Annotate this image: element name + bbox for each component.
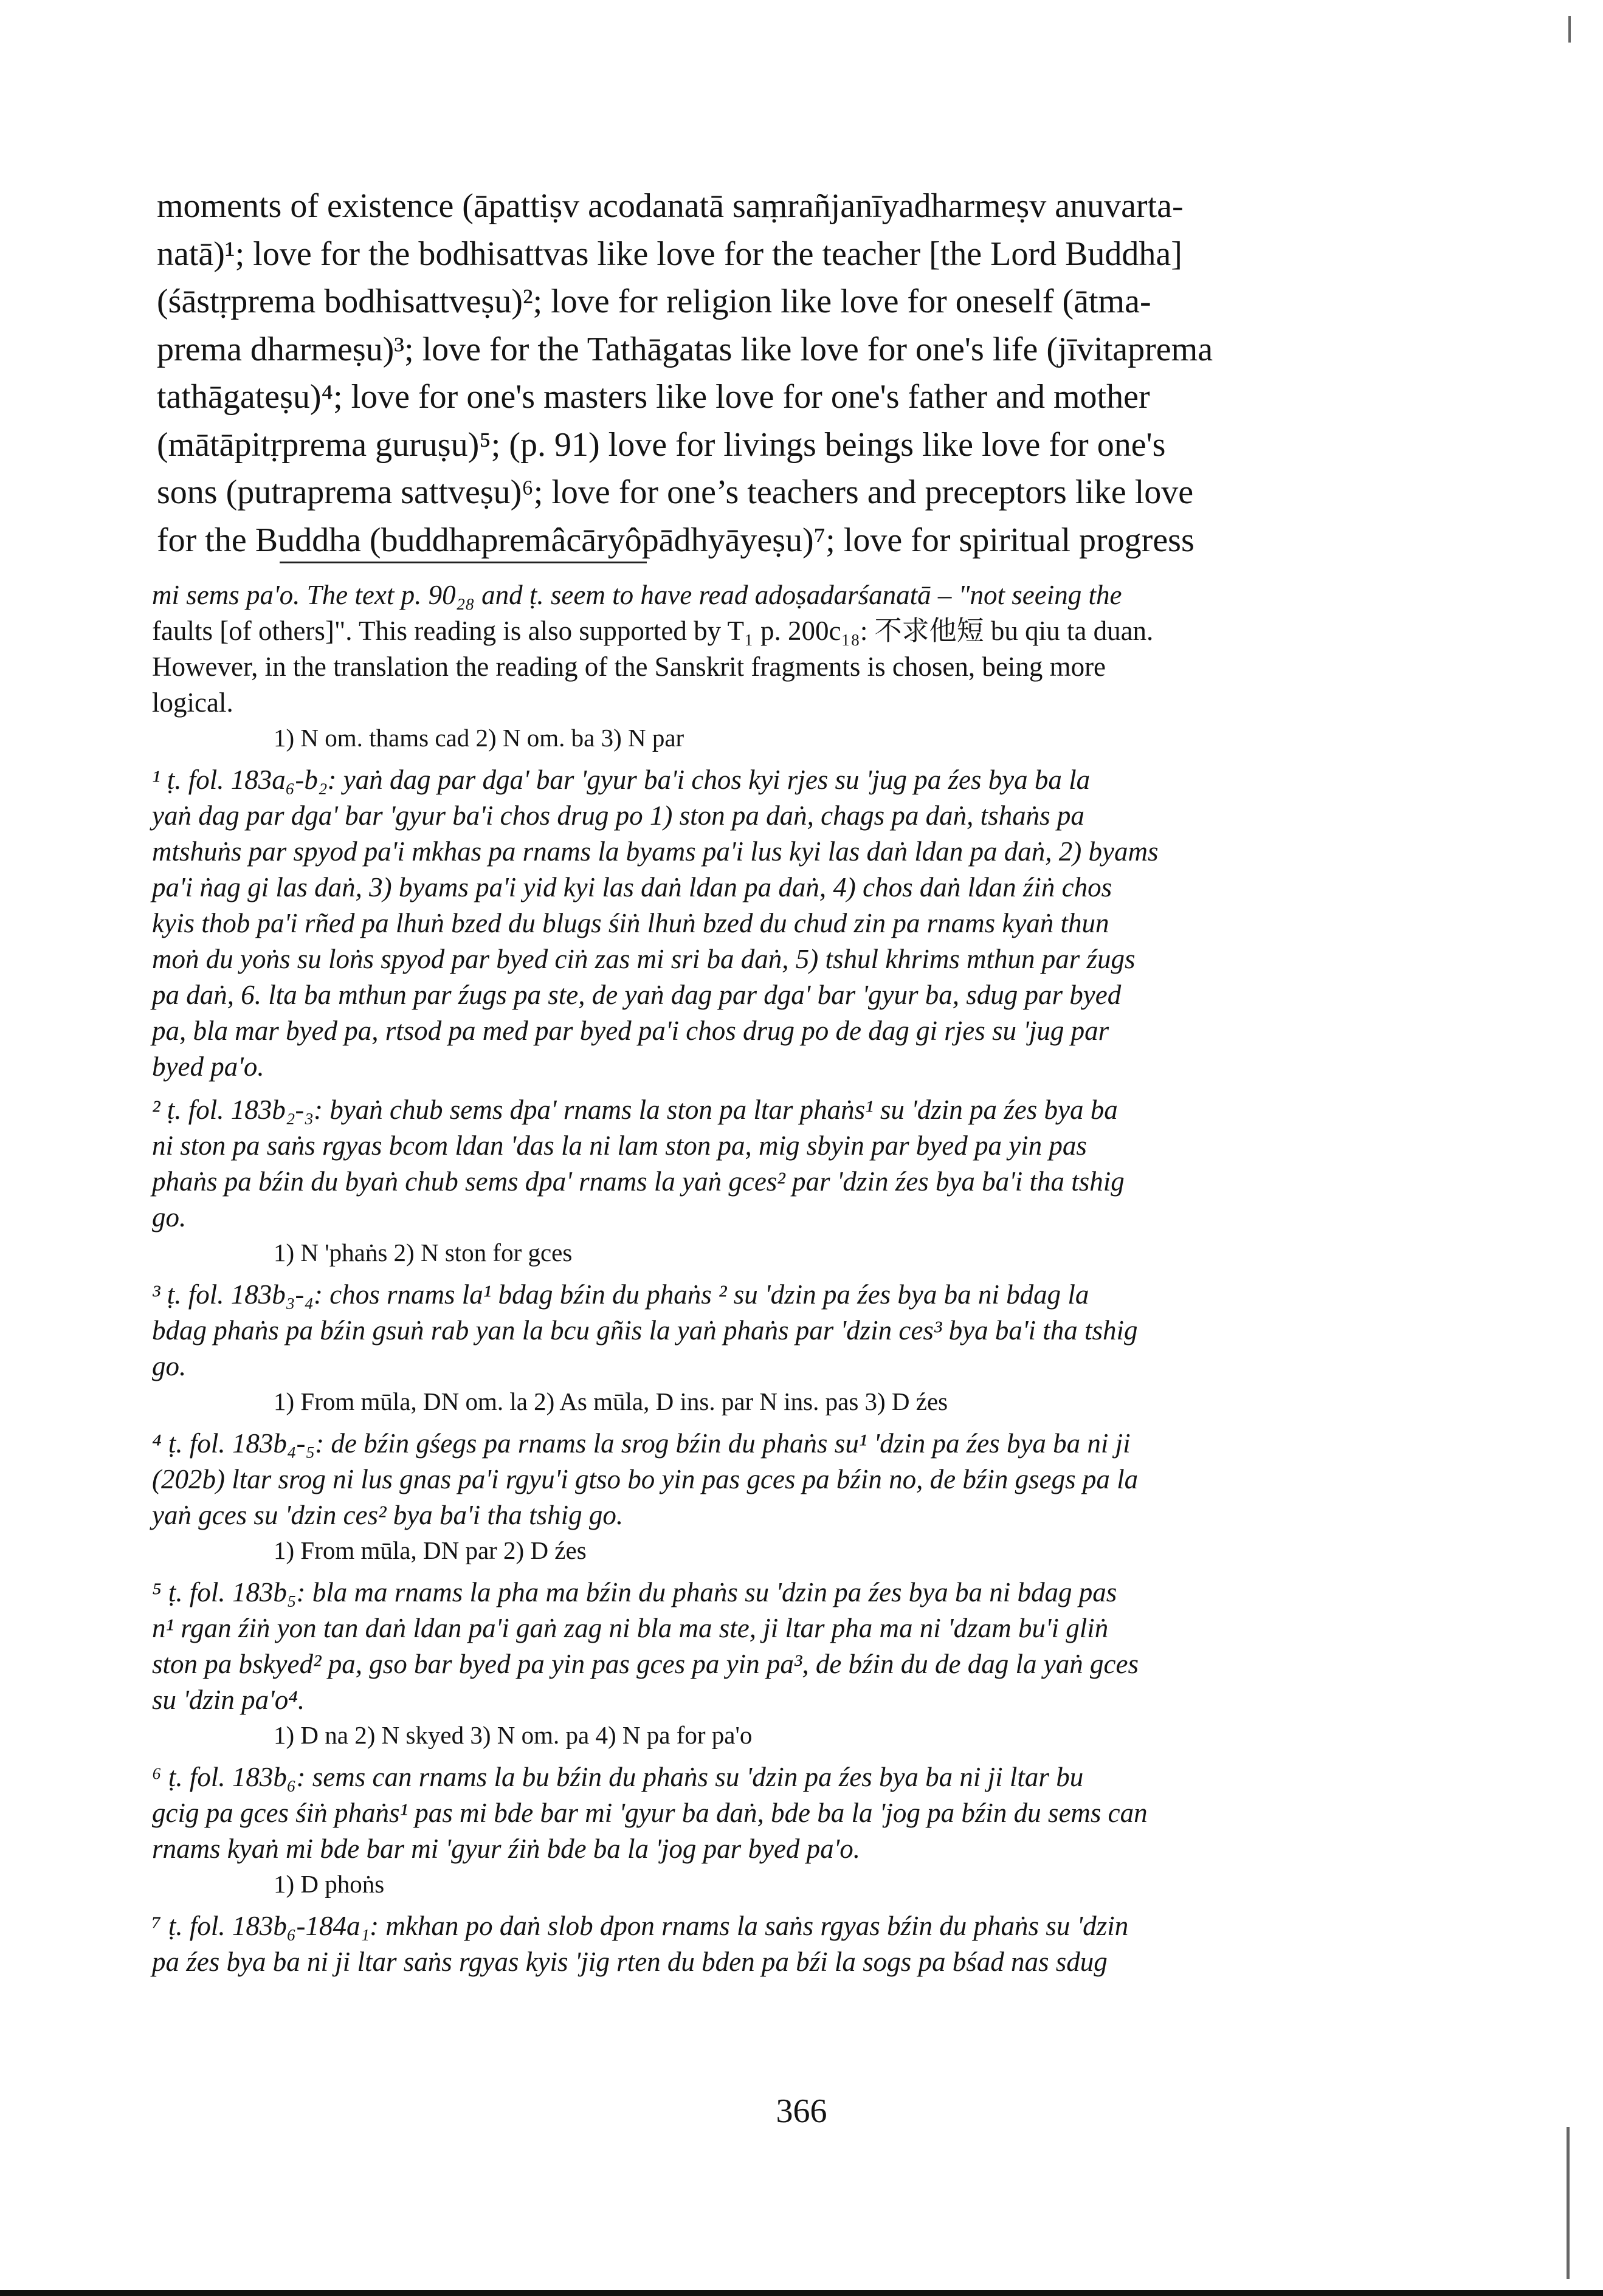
main-text-line-7: sons (putraprema sattveṣu)⁶; love for one’s teachers and preceptors like love xyxy=(157,473,1194,511)
variant-readings: 1) D phoṅs xyxy=(274,1870,385,1898)
footnote-line: ² ṭ. fol. 183b₂-₃: byaṅ chub sems dpa' rnams la ston pa ltar phaṅs¹ su 'dzin pa źes bya ba xyxy=(152,1095,1118,1125)
variant-readings: 1) N 'phaṅs 2) N ston for gces xyxy=(274,1239,573,1267)
footnote-continuation xyxy=(152,577,1409,755)
footnote-line: pa daṅ, 6. lta ba mthun par źugs pa ste, de yaṅ dag par dga' bar 'gyur ba, sdug par byed xyxy=(152,980,1122,1010)
variant-readings: 1) From mūla, DN om. la 2) As mūla, D ins. par N ins. pas 3) D źes xyxy=(274,1387,948,1415)
footnote-line: pa źes bya ba ni ji ltar saṅs rgyas kyis 'jig rten du bden pa bźi la sogs pa bśad nas sdug xyxy=(152,1947,1108,1977)
footnote-line: moṅ du yoṅs su loṅs spyod par byed ciṅ zas mi sri ba daṅ, 5) tshul khrims mthun par źugs xyxy=(152,944,1136,974)
footnote-6 xyxy=(152,1759,1409,1901)
footnote-line: ¹ ṭ. fol. 183a₆-b₂: yaṅ dag par dga' bar 'gyur ba'i chos kyi rjes su 'jug pa źes bya ba la xyxy=(152,765,1091,795)
footnote-line: gcig pa gces śiṅ phaṅs¹ pas mi bde bar mi 'gyur ba daṅ, bde ba la 'jog pa bźin du sems can xyxy=(152,1798,1148,1828)
main-text-line-3: (śāstṛprema bodhisattveṣu)²; love for religion like love for oneself (ātma- xyxy=(157,283,1151,320)
footnote-line: mi sems pa'o. The text p. 90₂₈ and ṭ. seem to have read adoṣadarśanatā – "not seeing the xyxy=(152,580,1122,610)
footnote-line: byed pa'o. xyxy=(152,1051,264,1082)
footnote-line: (202b) ltar srog ni lus gnas pa'i rgyu'i gtso bo yin pas gces pa bźin no, de bźin gsegs pa la xyxy=(152,1464,1139,1494)
footnote-line: faults [of others]". This reading is also supported by T₁ p. 200c₁₈: 不求他短 bu qiu ta duan. xyxy=(152,616,1154,646)
footnote-line: mtshuṅs par spyod pa'i mkhas pa rnams la byams pa'i lus kyi las daṅ ldan pa daṅ, 2) byams xyxy=(152,836,1159,867)
main-text-line-6: (mātāpitṛprema guruṣu)⁵; (p. 91) love for livings beings like love for one's xyxy=(157,425,1166,464)
footnote-line: ⁴ ṭ. fol. 183b₄-₅: de bźin gśegs pa rnams la srog bźin du phaṅs su¹ 'dzin pa źes bya ba ni ji xyxy=(152,1428,1131,1459)
main-text-line-2: natā)¹; love for the bodhisattvas like love for the teacher [the Lord Buddha] xyxy=(157,235,1182,273)
footnote-line: go. xyxy=(152,1202,187,1232)
variant-readings: 1) N om. thams cad 2) N om. ba 3) N par xyxy=(274,724,684,752)
main-text xyxy=(157,182,1409,564)
footnote-7 xyxy=(152,1908,1409,1980)
main-text-line-5: tathāgateṣu)⁴; love for one's masters like love for one's father and mother xyxy=(157,378,1150,416)
footnote-line: pa'i ṅag gi las daṅ, 3) byams pa'i yid kyi las daṅ ldan pa daṅ, 4) chos daṅ ldan źiṅ chos xyxy=(152,872,1112,902)
footnote-line: ⁵ ṭ. fol. 183b₅: bla ma rnams la pha ma bźin du phaṅs su 'dzin pa źes bya ba ni bdag pas xyxy=(152,1577,1117,1607)
footnote-line: phaṅs pa bźin du byaṅ chub sems dpa' rnams la yaṅ gces² par 'dzin źes bya ba'i tha tshig xyxy=(152,1166,1125,1197)
footnote-line: ³ ṭ. fol. 183b₃-₄: chos rnams la¹ bdag bźin du phaṅs ² su 'dzin pa źes bya ba ni bdag la xyxy=(152,1279,1089,1310)
footnote-4 xyxy=(152,1426,1409,1567)
footnote-line: ⁷ ṭ. fol. 183b₆-184a₁: mkhan po daṅ slob dpon rnams la saṅs rgyas bźin du phaṅs su 'dzin xyxy=(152,1911,1129,1941)
footnote-line: ni ston pa saṅs rgyas bcom ldan 'das la ni lam ston pa, mig sbyin par byed pa yin pas xyxy=(152,1130,1087,1161)
footnote-line: ⁶ ṭ. fol. 183b₆: sems can rnams la bu bźin du phaṅs su 'dzin pa źes bya ba ni ji ltar bu xyxy=(152,1762,1084,1792)
variant-readings: 1) From mūla, DN par 2) D źes xyxy=(274,1536,587,1564)
footnote-line: rnams kyaṅ mi bde bar mi 'gyur źiṅ bde ba la 'jog par byed pa'o. xyxy=(152,1834,861,1864)
footnote-1 xyxy=(152,762,1409,1085)
footnote-line: go. xyxy=(152,1351,187,1381)
main-text-line-8: for the Buddha (buddhapremâcāryôpādhyāyeṣu)⁷; love for spiritual progress xyxy=(157,521,1194,559)
footnote-3 xyxy=(152,1277,1409,1418)
main-text-line-1: moments of existence (āpattiṣv acodanatā saṃrañjanīyadharmeṣv anuvarta- xyxy=(157,187,1184,225)
footnotes xyxy=(152,577,1409,1980)
footnote-line: n¹ rgan źiṅ yon tan daṅ ldan pa'i gaṅ zag ni bla ma ste, ji ltar pha ma ni 'dzam bu'i gliṅ xyxy=(152,1613,1109,1643)
footnote-line: logical. xyxy=(152,687,233,718)
footnote-line: ston pa bskyed² pa, gso bar byed pa yin pas gces pa yin pa³, de bźin du de dag la yaṅ gces xyxy=(152,1649,1139,1679)
footnote-line: However, in the translation the reading of the Sanskrit fragments is chosen, being more xyxy=(152,651,1106,682)
main-text-line-4: prema dharmeṣu)³; love for the Tathāgatas like love for one's life (jīvitaprema xyxy=(157,330,1213,368)
page-number: 366 xyxy=(776,2092,827,2130)
variant-readings: 1) D na 2) N skyed 3) N om. pa 4) N pa for pa'o xyxy=(274,1721,753,1749)
footnote-5 xyxy=(152,1575,1409,1752)
footnote-line: su 'dzin pa'o⁴. xyxy=(152,1685,305,1715)
scan-mark xyxy=(1568,16,1571,43)
footnote-line: kyis thob pa'i rñed pa lhuṅ bzed du blugs śiṅ lhuṅ bzed du chud zin pa rnams kyaṅ thun xyxy=(152,908,1109,938)
footnote-2 xyxy=(152,1092,1409,1270)
scan-edge xyxy=(0,2290,1603,2296)
footnote-line: yaṅ gces su 'dzin ces² bya ba'i tha tshig go. xyxy=(152,1500,624,1530)
footnote-line: pa, bla mar byed pa, rtsod pa med par byed pa'i chos drug po de dag gi rjes su 'jug par xyxy=(152,1016,1109,1046)
footnote-line: yaṅ dag par dga' bar 'gyur ba'i chos drug po 1) ston pa daṅ, chags pa daṅ, tshaṅs pa xyxy=(152,800,1084,831)
scan-mark xyxy=(1567,2127,1570,2279)
footnote-line: bdag phaṅs pa bźin gsuṅ rab yan la bcu gñis la yaṅ phaṅs par 'dzin ces³ bya ba'i tha tshig xyxy=(152,1315,1138,1346)
footnote-separator xyxy=(280,562,647,563)
